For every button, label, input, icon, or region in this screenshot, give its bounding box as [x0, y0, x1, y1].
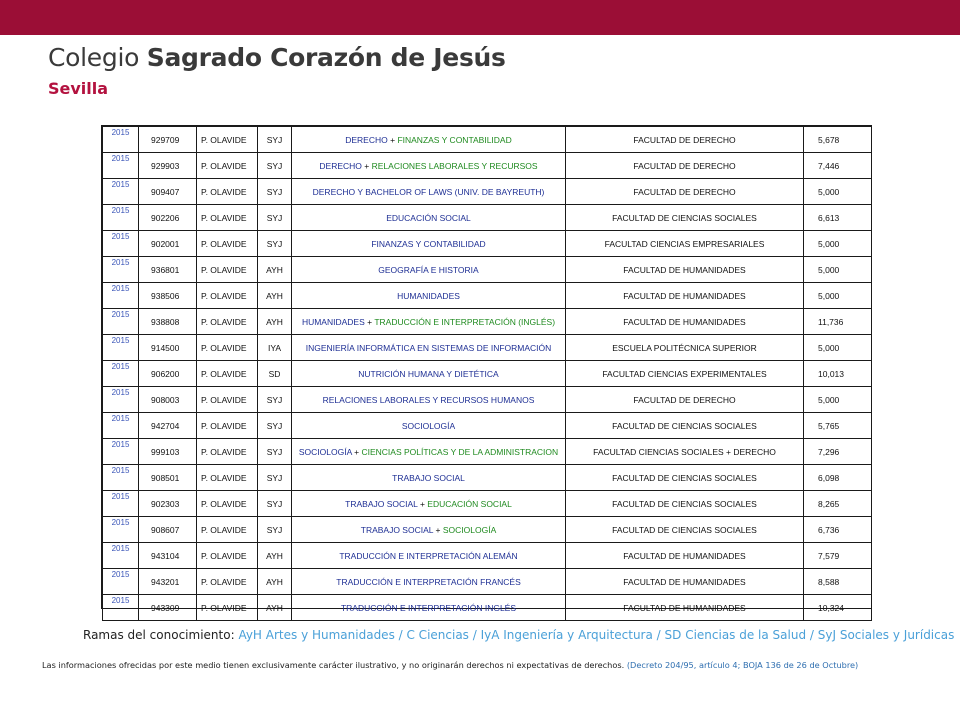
branch-cell: SYJ [258, 179, 292, 205]
degree-cell [292, 179, 566, 205]
table-row [103, 543, 872, 569]
degree-part: DERECHO [319, 160, 362, 171]
grade-cell: 5,000 [804, 335, 872, 361]
grade-cell: 8,588 [804, 569, 872, 595]
grade-cell: 5,000 [804, 231, 872, 257]
table-row [103, 257, 872, 283]
degree-part: TRADUCCIÓN E INTERPRETACIÓN INGLÉS [340, 602, 517, 613]
year-cell: 2015 [103, 517, 139, 543]
degree-part: TRABAJO SOCIAL [345, 498, 418, 509]
faculty-cell: ESCUELA POLITÉCNICA SUPERIOR [566, 335, 804, 361]
degree-cell [292, 205, 566, 231]
degree-cell [292, 257, 566, 283]
branch-cell: SYJ [258, 153, 292, 179]
table-row [103, 387, 872, 413]
degree-part: TRADUCCIÓN E INTERPRETACIÓN FRANCÉS [336, 576, 521, 587]
university-cell: P. OLAVIDE [197, 179, 258, 205]
branch-cell: AYH [258, 257, 292, 283]
branch-cell: AYH [258, 595, 292, 621]
table-row [103, 569, 872, 595]
faculty-cell: FACULTAD DE HUMANIDADES [566, 595, 804, 621]
table-row [103, 465, 872, 491]
faculty-cell: FACULTAD DE HUMANIDADES [566, 569, 804, 595]
university-cell: P. OLAVIDE [197, 127, 258, 153]
university-cell: P. OLAVIDE [197, 517, 258, 543]
code-cell: 938808 [139, 309, 197, 335]
year-cell: 2015 [103, 491, 139, 517]
degree-part: SOCIOLOGÍA [401, 420, 456, 431]
degree-cell [292, 309, 566, 335]
title-light: Colegio [48, 43, 140, 72]
university-cell: P. OLAVIDE [197, 491, 258, 517]
branch-cell: SYJ [258, 413, 292, 439]
degree-part: DERECHO [345, 134, 388, 145]
year-cell: 2015 [103, 361, 139, 387]
degree-part: + [433, 524, 443, 535]
grades-table [102, 126, 872, 621]
university-cell: P. OLAVIDE [197, 309, 258, 335]
table-row [103, 517, 872, 543]
code-cell: 908003 [139, 387, 197, 413]
code-cell: 902206 [139, 205, 197, 231]
table-row [103, 309, 872, 335]
degree-part: HUMANIDADES [397, 290, 460, 301]
page-title [48, 43, 506, 72]
knowledge-branches-legend [83, 628, 954, 642]
disclaimer-reference: (Decreto 204/95, artículo 4; BOJA 136 de 26 de Octubre) [626, 660, 859, 670]
year-cell: 2015 [103, 153, 139, 179]
degree-part: + [364, 316, 375, 327]
code-cell: 929709 [139, 127, 197, 153]
code-cell: 914500 [139, 335, 197, 361]
year-cell: 2015 [103, 335, 139, 361]
code-cell: 909407 [139, 179, 197, 205]
disclaimer [42, 660, 858, 670]
degree-part: EDUCACIÓN SOCIAL [427, 498, 512, 509]
year-cell: 2015 [103, 283, 139, 309]
university-cell: P. OLAVIDE [197, 413, 258, 439]
year-cell: 2015 [103, 231, 139, 257]
code-cell: 906200 [139, 361, 197, 387]
degree-part: TRADUCCIÓN E INTERPRETACIÓN ALEMÁN [339, 550, 518, 561]
legend-text: AyH Artes y Humanidades / C Ciencias / IyA Ingeniería y Arquitectura / SD Ciencias de la Salud / SyJ Sociales y Jurídicas [238, 628, 955, 642]
year-cell: 2015 [103, 205, 139, 231]
university-cell: P. OLAVIDE [197, 595, 258, 621]
year-cell: 2015 [103, 465, 139, 491]
code-cell: 938506 [139, 283, 197, 309]
faculty-cell: FACULTAD CIENCIAS EXPERIMENTALES [566, 361, 804, 387]
disclaimer-text: Las informaciones ofrecidas por este medio tienen exclusivamente carácter ilustrativo, y no originarán derechos ni expectativas de derechos. [42, 660, 625, 670]
faculty-cell: FACULTAD DE CIENCIAS SOCIALES [566, 491, 804, 517]
university-cell: P. OLAVIDE [197, 283, 258, 309]
degree-cell [292, 595, 566, 621]
code-cell: 943201 [139, 569, 197, 595]
branch-cell: SYJ [258, 205, 292, 231]
table-row [103, 205, 872, 231]
faculty-cell: FACULTAD DE CIENCIAS SOCIALES [566, 205, 804, 231]
code-cell: 936801 [139, 257, 197, 283]
code-cell: 943309 [139, 595, 197, 621]
branch-cell: SYJ [258, 465, 292, 491]
degree-part: INGENIERÍA INFORMÁTICA EN SISTEMAS DE INFORMACIÓN [305, 342, 552, 353]
branch-cell: AYH [258, 569, 292, 595]
faculty-cell: FACULTAD DE DERECHO [566, 127, 804, 153]
university-cell: P. OLAVIDE [197, 569, 258, 595]
university-cell: P. OLAVIDE [197, 361, 258, 387]
degree-cell [292, 569, 566, 595]
year-cell: 2015 [103, 439, 139, 465]
table-row [103, 335, 872, 361]
branch-cell: SYJ [258, 127, 292, 153]
grade-cell: 6,613 [804, 205, 872, 231]
grade-cell: 10,324 [804, 595, 872, 621]
faculty-cell: FACULTAD DE DERECHO [566, 387, 804, 413]
degree-part: TRADUCCIÓN E INTERPRETACIÓN (INGLÉS) [374, 316, 556, 327]
grade-cell: 5,000 [804, 387, 872, 413]
faculty-cell: FACULTAD DE HUMANIDADES [566, 283, 804, 309]
year-cell: 2015 [103, 257, 139, 283]
grade-cell: 5,000 [804, 179, 872, 205]
faculty-cell: FACULTAD DE HUMANIDADES [566, 543, 804, 569]
degree-part: + [417, 498, 428, 509]
branch-cell: SD [258, 361, 292, 387]
branch-cell: SYJ [258, 231, 292, 257]
degree-cell [292, 413, 566, 439]
university-cell: P. OLAVIDE [197, 335, 258, 361]
degree-part: SOCIOLOGÍA [442, 524, 497, 535]
code-cell: 908607 [139, 517, 197, 543]
page-subtitle: Sevilla [48, 79, 109, 98]
degree-part: CIENCIAS POLÍTICAS Y DE LA ADMINISTRACION [361, 446, 559, 457]
faculty-cell: FACULTAD DE DERECHO [566, 179, 804, 205]
faculty-cell: FACULTAD DE HUMANIDADES [566, 257, 804, 283]
degree-part: HUMANIDADES [301, 316, 365, 327]
code-cell: 943104 [139, 543, 197, 569]
degree-cell [292, 153, 566, 179]
university-cell: P. OLAVIDE [197, 153, 258, 179]
grade-cell: 6,098 [804, 465, 872, 491]
university-cell: P. OLAVIDE [197, 543, 258, 569]
grade-cell: 5,000 [804, 257, 872, 283]
university-cell: P. OLAVIDE [197, 439, 258, 465]
degree-cell [292, 465, 566, 491]
degree-part: FINANZAS Y CONTABILIDAD [397, 134, 512, 145]
year-cell: 2015 [103, 387, 139, 413]
degree-part: + [361, 160, 372, 171]
table-row [103, 595, 872, 621]
year-cell: 2015 [103, 569, 139, 595]
branch-cell: SYJ [258, 439, 292, 465]
table-row [103, 361, 872, 387]
degree-part: + [351, 446, 362, 457]
grade-cell: 7,579 [804, 543, 872, 569]
branch-cell: AYH [258, 309, 292, 335]
degree-cell [292, 231, 566, 257]
year-cell: 2015 [103, 543, 139, 569]
year-cell: 2015 [103, 413, 139, 439]
grade-cell: 11,736 [804, 309, 872, 335]
faculty-cell: FACULTAD CIENCIAS EMPRESARIALES [566, 231, 804, 257]
university-cell: P. OLAVIDE [197, 231, 258, 257]
table-row [103, 491, 872, 517]
code-cell: 902001 [139, 231, 197, 257]
faculty-cell: FACULTAD DE DERECHO [566, 153, 804, 179]
university-cell: P. OLAVIDE [197, 205, 258, 231]
degree-part: RELACIONES LABORALES Y RECURSOS HUMANOS [322, 394, 535, 405]
branch-cell: SYJ [258, 491, 292, 517]
branch-cell: SYJ [258, 387, 292, 413]
university-cell: P. OLAVIDE [197, 387, 258, 413]
degree-cell [292, 387, 566, 413]
degree-cell [292, 543, 566, 569]
faculty-cell: FACULTAD DE CIENCIAS SOCIALES [566, 517, 804, 543]
faculty-cell: FACULTAD DE HUMANIDADES [566, 309, 804, 335]
university-cell: P. OLAVIDE [197, 465, 258, 491]
grades-table-container [101, 125, 872, 613]
table-row [103, 179, 872, 205]
grade-cell: 5,678 [804, 127, 872, 153]
header-bar [0, 0, 960, 35]
code-cell: 908501 [139, 465, 197, 491]
degree-part: SOCIOLOGÍA [298, 446, 352, 457]
faculty-cell: FACULTAD DE CIENCIAS SOCIALES [566, 413, 804, 439]
grade-cell: 8,265 [804, 491, 872, 517]
grade-cell: 5,000 [804, 283, 872, 309]
table-row [103, 153, 872, 179]
degree-cell [292, 283, 566, 309]
table-row [103, 413, 872, 439]
degree-part: + [387, 134, 398, 145]
year-cell: 2015 [103, 595, 139, 621]
grade-cell: 7,446 [804, 153, 872, 179]
table-row [103, 439, 872, 465]
grade-cell: 6,736 [804, 517, 872, 543]
code-cell: 902303 [139, 491, 197, 517]
branch-cell: SYJ [258, 517, 292, 543]
branch-cell: AYH [258, 283, 292, 309]
degree-part: TRABAJO SOCIAL [360, 524, 434, 535]
year-cell: 2015 [103, 309, 139, 335]
degree-cell [292, 335, 566, 361]
year-cell: 2015 [103, 127, 139, 153]
faculty-cell: FACULTAD CIENCIAS SOCIALES + DERECHO [566, 439, 804, 465]
degree-cell [292, 491, 566, 517]
table-row [103, 283, 872, 309]
year-cell: 2015 [103, 179, 139, 205]
code-cell: 999103 [139, 439, 197, 465]
branch-cell: AYH [258, 543, 292, 569]
branch-cell: IYA [258, 335, 292, 361]
table-row [103, 127, 872, 153]
code-cell: 942704 [139, 413, 197, 439]
legend-label: Ramas del conocimiento: [83, 628, 235, 642]
degree-part: GEOGRAFÍA E HISTORIA [378, 264, 479, 275]
degree-cell [292, 439, 566, 465]
degree-cell [292, 517, 566, 543]
grade-cell: 5,765 [804, 413, 872, 439]
degree-part: DERECHO Y BACHELOR OF LAWS (UNIV. DE BAYREUTH) [312, 186, 545, 197]
grade-cell: 7,296 [804, 439, 872, 465]
table-row [103, 231, 872, 257]
degree-cell [292, 361, 566, 387]
degree-part: EDUCACIÓN SOCIAL [386, 212, 471, 223]
degree-part: FINANZAS Y CONTABILIDAD [371, 238, 486, 249]
faculty-cell: FACULTAD DE CIENCIAS SOCIALES [566, 465, 804, 491]
grade-cell: 10,013 [804, 361, 872, 387]
degree-part: RELACIONES LABORALES Y RECURSOS [371, 160, 538, 171]
title-bold: Sagrado Corazón de Jesús [146, 43, 506, 72]
degree-part: NUTRICIÓN HUMANA Y DIETÉTICA [358, 368, 499, 379]
degree-part: TRABAJO SOCIAL [392, 472, 465, 483]
university-cell: P. OLAVIDE [197, 257, 258, 283]
code-cell: 929903 [139, 153, 197, 179]
degree-cell [292, 127, 566, 153]
